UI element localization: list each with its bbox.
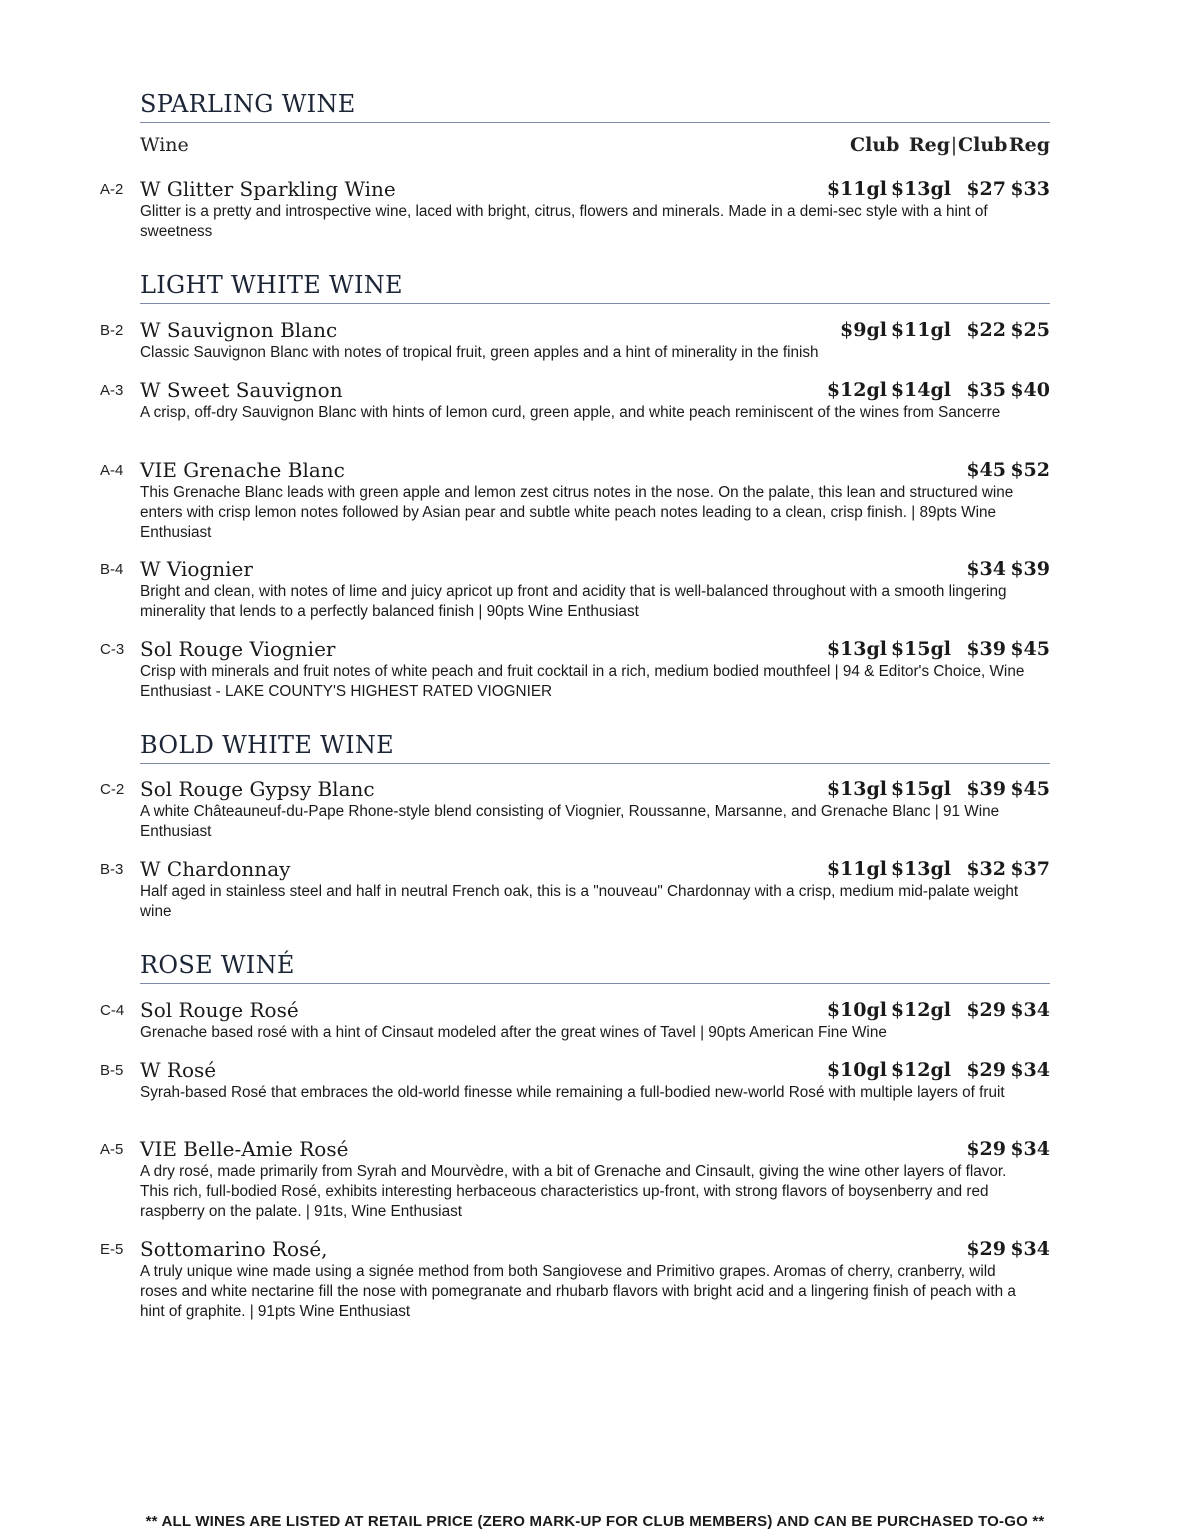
price-reg-glass: $12gl: [890, 1059, 951, 1081]
price-club-bottle: $35: [966, 379, 1006, 401]
price-reg-bottle: $34: [1010, 1138, 1050, 1160]
price-club-bottle: $29: [966, 1138, 1006, 1160]
wine-name: Sottomarino Rosé,: [140, 1237, 328, 1261]
wine-prices: [825, 318, 1050, 342]
price-club-glass: $9gl: [840, 319, 887, 341]
price-reg-glass: $11gl: [890, 319, 951, 341]
wine-code: A-3: [100, 382, 124, 399]
column-header-wine: Wine: [140, 134, 189, 156]
price-club-bottle: $39: [966, 778, 1006, 800]
price-reg-bottle: $37: [1010, 858, 1050, 880]
price-club-bottle: $29: [966, 1059, 1006, 1081]
wine-name: Sol Rouge Rosé: [140, 998, 299, 1022]
price-club-glass: $11gl: [826, 858, 887, 880]
wine-name: W Sauvignon Blanc: [140, 318, 338, 342]
column-header-separator: |: [950, 134, 958, 156]
price-club-glass: $10gl: [826, 1059, 887, 1081]
price-reg-glass: $13gl: [890, 178, 951, 200]
wine-description: A dry rosé, made primarily from Syrah and Mourvèdre, with a bit of Grenache and Cinsault, giving the wine other layers of flavor. This rich, full-bodied Rosé, exhibits interesting herbaceous characteristics up-front, with strong flavors of boysenberry and red raspberry on the palate. | 91ts, Wine Enthusiast: [140, 1163, 1007, 1220]
section-rose: [140, 951, 1050, 984]
price-club-bottle: $29: [966, 999, 1006, 1021]
price-club-glass: $13gl: [826, 778, 887, 800]
wine-prices: [825, 777, 1050, 801]
price-reg-bottle: $25: [1010, 319, 1050, 341]
wine-prices: [825, 1137, 1050, 1161]
price-reg-bottle: $34: [1010, 1059, 1050, 1081]
wine-code: B-2: [100, 322, 124, 339]
section-title: SPARLING WINE: [140, 90, 1050, 123]
section-light-white: [140, 271, 1050, 304]
column-header-club-glass: Club: [850, 134, 900, 156]
wine-name: W Sweet Sauvignon: [140, 378, 343, 402]
wine-description: This Grenache Blanc leads with green apple and lemon zest citrus notes in the nose. On the palate, this lean and structured wine enters with crisp lemon notes followed by Asian pear and subtle white peach notes leading to a clean, crisp finish. | 89pts Wine Enthusiast: [140, 484, 1014, 541]
wine-code: B-5: [100, 1062, 124, 1079]
wine-prices: [825, 1237, 1050, 1261]
price-club-bottle: $22: [966, 319, 1006, 341]
price-reg-bottle: $39: [1010, 558, 1050, 580]
wine-prices: [825, 637, 1050, 661]
wine-name: W Chardonnay: [140, 857, 291, 881]
price-club-glass: $11gl: [826, 178, 887, 200]
wine-description: A crisp, off-dry Sauvignon Blanc with hints of lemon curd, green apple, and white peach reminiscent of the wines from Sancerre: [140, 404, 1001, 421]
price-reg-bottle: $52: [1010, 459, 1050, 481]
price-reg-glass: $15gl: [890, 778, 951, 800]
footer-note: ** ALL WINES ARE LISTED AT RETAIL PRICE (ZERO MARK-UP FOR CLUB MEMBERS) AND CAN BE PURCHASED TO-GO **: [145, 1513, 1045, 1530]
price-club-bottle: $32: [966, 858, 1006, 880]
wine-prices: [825, 998, 1050, 1022]
wine-code: A-5: [100, 1141, 124, 1158]
wine-prices: [825, 857, 1050, 881]
wine-prices: [825, 177, 1050, 201]
wine-description: Glitter is a pretty and introspective wine, laced with bright, citrus, flowers and minerals. Made in a demi-sec style with a hint of sweetness: [140, 203, 988, 240]
wine-code: B-4: [100, 561, 124, 578]
column-header-club-bottle: Club: [958, 134, 1008, 156]
price-reg-glass: $15gl: [890, 638, 951, 660]
section-sparkling: [140, 90, 1050, 123]
price-reg-bottle: $45: [1010, 778, 1050, 800]
price-club-bottle: $39: [966, 638, 1006, 660]
price-reg-glass: $12gl: [890, 999, 951, 1021]
wine-code: A-2: [100, 181, 124, 198]
wine-description: Half aged in stainless steel and half in neutral French oak, this is a "nouveau" Chardonnay with a crisp, medium mid-palate weight wine: [140, 883, 1019, 920]
wine-name: Sol Rouge Viognier: [140, 637, 336, 661]
wine-prices: [825, 458, 1050, 482]
column-header-reg-glass: Reg: [908, 134, 950, 156]
wine-description: Classic Sauvignon Blanc with notes of tropical fruit, green apples and a hint of minerality in the finish: [140, 344, 819, 361]
wine-code: A-4: [100, 462, 124, 479]
wine-description: A white Châteauneuf-du-Pape Rhone-style blend consisting of Viognier, Roussanne, Marsanne, and Grenache Blanc | 91 Wine Enthusiast: [140, 803, 1000, 840]
price-reg-glass: $13gl: [890, 858, 951, 880]
price-club-bottle: $27: [966, 178, 1006, 200]
price-club-glass: $12gl: [826, 379, 887, 401]
price-club-bottle: $34: [966, 558, 1006, 580]
wine-description: Bright and clean, with notes of lime and juicy apricot up front and acidity that is well-balanced throughout with a smooth lingering minerality that lends to a perfectly balanced finish | 90pts Wine Enthusiast: [140, 583, 1007, 620]
price-club-bottle: $29: [966, 1238, 1006, 1260]
wine-code: C-3: [100, 641, 125, 658]
wine-description: Grenache based rosé with a hint of Cinsaut modeled after the great wines of Tavel | 90pts American Fine Wine: [140, 1024, 887, 1041]
price-club-glass: $13gl: [826, 638, 887, 660]
section-title: LIGHT WHITE WINE: [140, 271, 1050, 304]
price-club-bottle: $45: [966, 459, 1006, 481]
section-bold-white: [140, 731, 1050, 764]
wine-code: B-3: [100, 861, 124, 878]
wine-code: C-4: [100, 1002, 125, 1019]
wine-prices: [825, 378, 1050, 402]
wine-name: W Glitter Sparkling Wine: [140, 177, 396, 201]
price-reg-bottle: $45: [1010, 638, 1050, 660]
wine-code: E-5: [100, 1241, 124, 1258]
column-header-reg-bottle: Reg: [1008, 134, 1050, 156]
wine-description: Crisp with minerals and fruit notes of white peach and fruit cocktail in a rich, medium bodied mouthfeel | 94 & Editor's Choice, Wine Enthusiast - LAKE COUNTY'S HIGHEST RATED VIOGNIER: [140, 663, 1025, 700]
wine-name: VIE Grenache Blanc: [140, 458, 345, 482]
wine-name: W Rosé: [140, 1058, 217, 1082]
price-reg-bottle: $34: [1010, 1238, 1050, 1260]
price-reg-glass: $14gl: [890, 379, 951, 401]
wine-code: C-2: [100, 781, 125, 798]
price-reg-bottle: $34: [1010, 999, 1050, 1021]
wine-description: A truly unique wine made using a signée method from both Sangiovese and Primitivo grapes. Aromas of cherry, cranberry, wild roses and white nectarine fill the nose with pomegranate and rhubarb flavors with bright acid and a lingering finish of peach with a hint of graphite. | 91pts Wine Enthusiast: [140, 1263, 1016, 1320]
wine-name: VIE Belle-Amie Rosé: [140, 1137, 349, 1161]
wine-prices: [825, 1058, 1050, 1082]
wine-name: W Viognier: [140, 557, 253, 581]
column-header-prices: [850, 134, 1050, 156]
price-reg-bottle: $33: [1010, 178, 1050, 200]
wine-prices: [825, 557, 1050, 581]
section-title: ROSE WINÉ: [140, 951, 1050, 984]
column-header: [140, 134, 1050, 164]
wine-name: Sol Rouge Gypsy Blanc: [140, 777, 375, 801]
wine-description: Syrah-based Rosé that embraces the old-world finesse while remaining a full-bodied new-world Rosé with multiple layers of fruit: [140, 1084, 1005, 1101]
price-club-glass: $10gl: [826, 999, 887, 1021]
section-title: BOLD WHITE WINE: [140, 731, 1050, 764]
price-reg-bottle: $40: [1010, 379, 1050, 401]
